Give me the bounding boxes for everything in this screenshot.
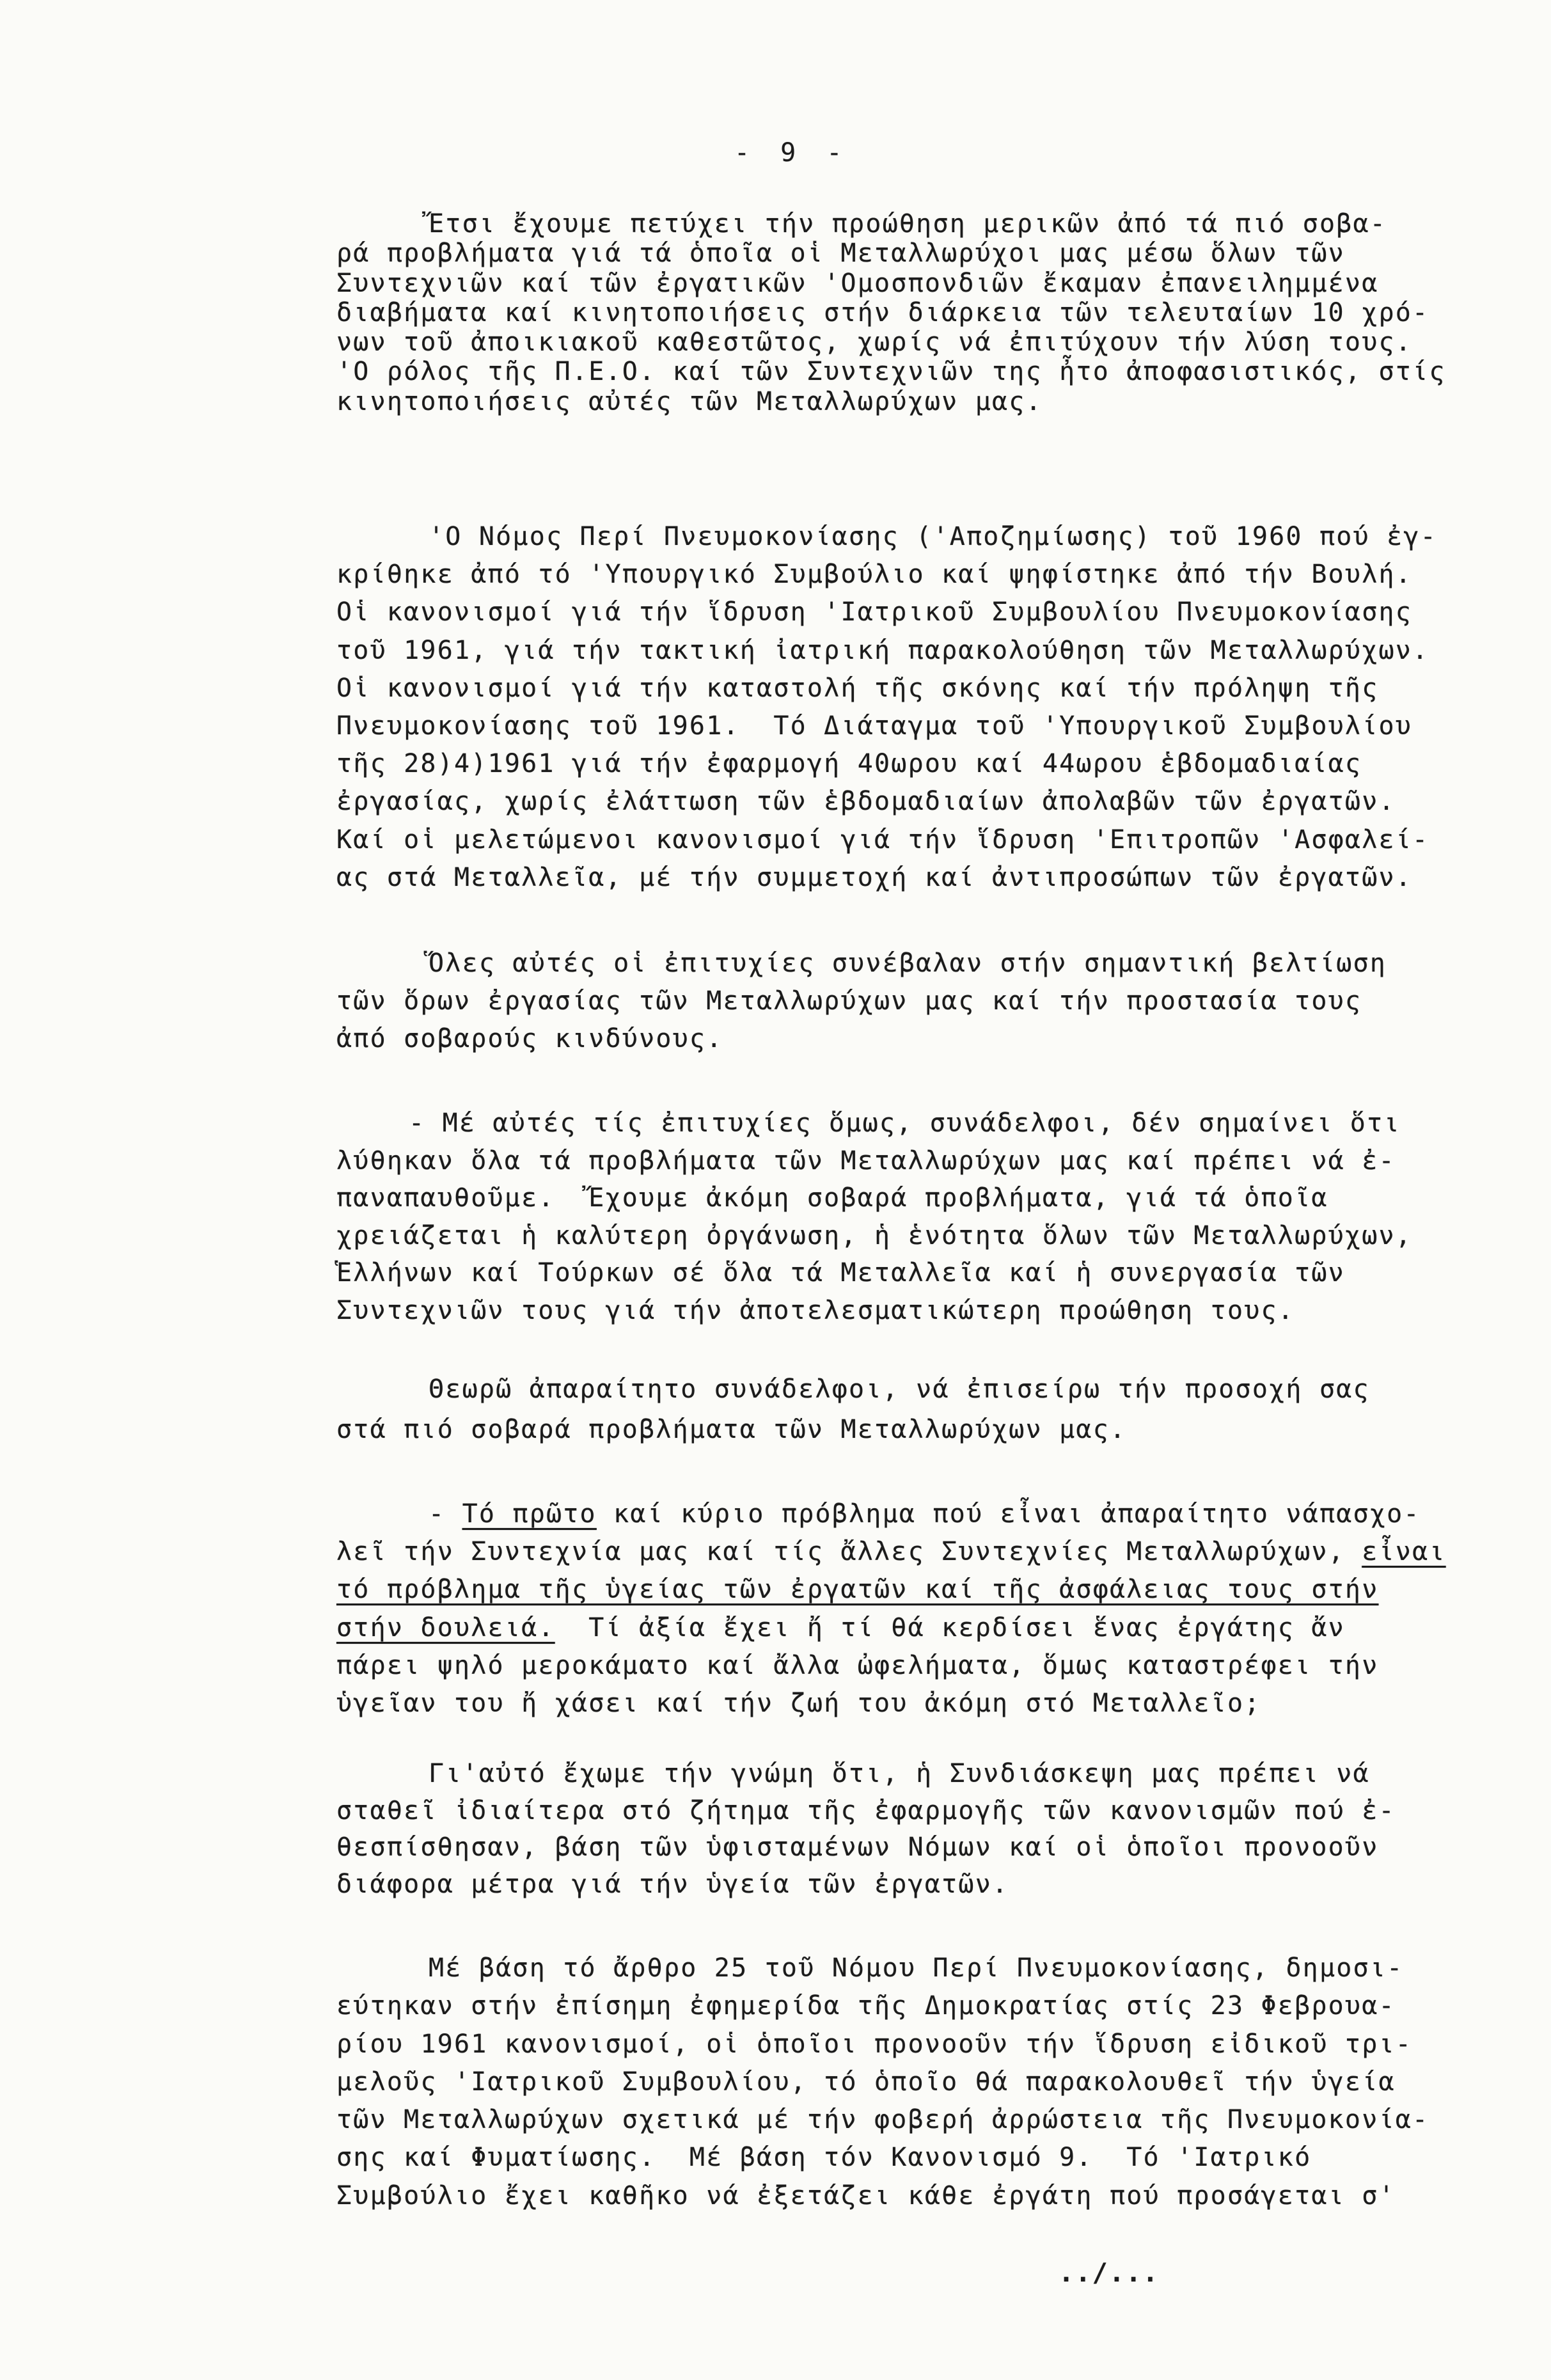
text-line: 'Ο ρόλος τῆς Π.Ε.Ο. καί τῶν Συντεχνιῶν της ἦτο ἀποφασιστικός, στίς [336, 357, 1446, 387]
underlined-text: τό πρόβλημα τῆς ὑγείας τῶν ἐργατῶν καί τῆς ἀσφάλειας τους στήν [336, 1575, 1379, 1605]
text-line: στά πιό σοβαρά προβλήματα τῶν Μεταλλωρύχων μας. [336, 1415, 1127, 1444]
underlined-text: Τό πρῶτο [462, 1499, 597, 1529]
text-line: λύθηκαν ὅλα τά προβλήματα τῶν Μεταλλωρύχων μας καί πρέπει νά ἐ- [336, 1146, 1396, 1176]
text-line: κινητοποιήσεις αὐτές τῶν Μεταλλωρύχων μας. [336, 386, 1043, 416]
paragraph [336, 1369, 1526, 1450]
text-line [336, 1533, 1526, 1571]
text-line: Ἑλλήνων καί Τούρκων σέ ὅλα τά Μεταλλεῖα καί ἡ συνεργασία τῶν [336, 1258, 1345, 1288]
text-line [336, 1685, 1526, 1722]
text-line: Ὅλες αὐτές οἱ ἐπιτυχίες συνέβαλαν στήν σημαντική βελτίωση [429, 949, 1387, 978]
text-line: τῆς 28)4)1961 γιά τήν ἐφαρμογή 40ωρου καί 44ωρου ἑβδομαδιαίας [336, 749, 1362, 779]
text-line: τοῦ 1961, γιά τήν τακτική ἰατρική παρακολούθηση τῶν Μεταλλωρύχων. [336, 635, 1429, 665]
text-line [336, 1571, 1526, 1609]
text-line: θεσπίσθησαν, βάση τῶν ὑφισταμένων Νόμων καί οἱ ὁποῖοι προνοοῦν [336, 1832, 1379, 1863]
text-line: Γι'αὐτό ἔχωμε τήν γνώμη ὅτι, ἡ Συνδιάσκεψη μας πρέπει νά [429, 1759, 1370, 1788]
text-line [336, 1495, 1526, 1533]
text-segment: - [429, 1499, 462, 1529]
text-line: Πνευμοκονίασης τοῦ 1961. Τό Διάταγμα τοῦ 'Υπουργικοῦ Συμβουλίου [336, 711, 1413, 741]
text-line: διαβήματα καί κινητοποιήσεις στήν διάρκεια τῶν τελευταίων 10 χρό- [336, 297, 1429, 327]
text-line: μελοῦς 'Ιατρικοῦ Συμβουλίου, τό ὁποῖο θά παρακολουθεῖ τήν ὑγεία [336, 2067, 1396, 2097]
text-line: παναπαυθοῦμε. Ἔχουμε ἀκόμη σοβαρά προβλήματα, γιά τά ὁποῖα [336, 1183, 1328, 1213]
text-line: Ἔτσι ἔχουμε πετύχει τήν προώθηση μερικῶν ἀπό τά πιό σοβα- [429, 209, 1387, 239]
text-segment: ὑγεῖαν του ἤ χάσει καί τήν ζωή του ἀκόμη στό Μεταλλεῖο; [336, 1689, 1261, 1719]
text-line: - Μέ αὐτές τίς ἐπιτυχίες ὅμως, συνάδελφοι, δέν σημαίνει ὅτι [409, 1108, 1401, 1138]
text-line: Συντεχνιῶν τους γιά τήν ἀποτελεσματικώτερη προώθηση τους. [336, 1295, 1295, 1325]
paragraph [336, 209, 1526, 416]
text-line: εύτηκαν στήν ἐπίσημη ἐφημερίδα τῆς Δημοκρατίας στίς 23 Φεβρουα- [336, 1991, 1396, 2021]
text-line: ρά προβλήματα γιά τά ὁποῖα οἱ Μεταλλωρύχοι μας μέσω ὅλων τῶν [336, 239, 1345, 269]
text-line: ἀπό σοβαρούς κινδύνους. [336, 1024, 723, 1053]
text-segment: καί κύριο πρόβλημα πού εἶναι ἀπαραίτητο νάπασχο- [596, 1499, 1421, 1529]
paragraph [336, 1495, 1526, 1722]
text-line: ρίου 1961 κανονισμοί, οἱ ὁποῖοι προνοοῦν τήν ἵδρυση εἰδικοῦ τρι- [336, 2029, 1413, 2059]
text-line: 'Ο Νόμος Περί Πνευμοκονίασης ('Αποζημίωσης) τοῦ 1960 πού ἐγ- [429, 522, 1437, 551]
page-number: - 9 - [734, 138, 850, 168]
text-line: νων τοῦ ἀποικιακοῦ καθεστῶτος, χωρίς νά ἐπιτύχουν τήν λύση τους. [336, 327, 1413, 358]
text-line [336, 1647, 1526, 1685]
paragraph [336, 945, 1526, 1058]
paragraph [336, 1756, 1526, 1903]
text-line: Συντεχνιῶν καί τῶν ἐργατικῶν 'Ομοσπονδιῶν ἔκαμαν ἐπανειλημμένα [336, 268, 1379, 298]
text-line: Οἱ κανονισμοί γιά τήν ἵδρυση 'Ιατρικοῦ Συμβουλίου Πνευμοκονίασης [336, 597, 1413, 627]
text-line [336, 1609, 1526, 1647]
text-segment: πάρει ψηλό μεροκάματο καί ἄλλα ὠφελήματα, ὅμως καταστρέφει τήν [336, 1650, 1379, 1680]
text-line: Μέ βάση τό ἄρθρο 25 τοῦ Νόμου Περί Πνευμοκονίασης, δημοσι- [429, 1953, 1404, 1983]
text-line: Συμβούλιο ἔχει καθῆκο νά ἐξετάζει κάθε ἐργάτη πού προσάγεται σ' [336, 2180, 1396, 2211]
text-line: Θεωρῶ ἀπαραίτητο συνάδελφοι, νά ἐπισείρω τήν προσοχή σας [429, 1375, 1370, 1404]
continuation-mark: ../... [1059, 2258, 1160, 2288]
paragraph [336, 518, 1526, 897]
text-line: Καί οἱ μελετώμενοι κανονισμοί γιά τήν ἵδρυση 'Επιτροπῶν 'Ασφαλεί- [336, 824, 1429, 855]
text-line: σης καί Φυματίωσης. Μέ βάση τόν Κανονισμό 9. Τό 'Ιατρικό [336, 2143, 1312, 2173]
text-line: τῶν ὅρων ἐργασίας τῶν Μεταλλωρύχων μας καί τήν προστασία τους [336, 986, 1362, 1016]
text-line: Οἱ κανονισμοί γιά τήν καταστολή τῆς σκόνης καί τήν πρόληψη τῆς [336, 673, 1379, 703]
text-line: κρίθηκε ἀπό τό 'Υπουργικό Συμβούλιο καί ψηφίστηκε ἀπό τήν Βουλή. [336, 560, 1413, 590]
underlined-text: εἶναι [1362, 1537, 1446, 1567]
text-line: χρειάζεται ἡ καλύτερη ὀργάνωση, ἡ ἑνότητα ὅλων τῶν Μεταλλωρύχων, [336, 1220, 1413, 1250]
underlined-text: στήν δουλειά. [336, 1612, 555, 1643]
text-line: τῶν Μεταλλωρύχων σχετικά μέ τήν φοβερή ἀρρώστεια τῆς Πνευμοκονία- [336, 2105, 1429, 2135]
text-line: σταθεῖ ἰδιαίτερα στό ζήτημα τῆς ἐφαρμογῆς τῶν κανονισμῶν πού ἐ- [336, 1795, 1396, 1825]
text-line: ἐργασίας, χωρίς ἐλάττωση τῶν ἑβδομαδιαίων ἀπολαβῶν τῶν ἐργατῶν. [336, 787, 1396, 817]
paragraph [336, 1105, 1526, 1329]
text-line: διάφορα μέτρα γιά τήν ὑγεία τῶν ἐργατῶν. [336, 1870, 1009, 1900]
paragraph [336, 1950, 1526, 2215]
text-line: ας στά Μεταλλεῖα, μέ τήν συμμετοχή καί ἀντιπροσώπων τῶν ἐργατῶν. [336, 862, 1413, 892]
text-segment: λεῖ τήν Συντεχνία μας καί τίς ἄλλες Συντεχνίες Μεταλλωρύχων, [336, 1537, 1362, 1567]
text-segment: Τί ἀξία ἔχει ἤ τί θά κερδίσει ἕνας ἐργάτης ἄν [555, 1612, 1345, 1643]
